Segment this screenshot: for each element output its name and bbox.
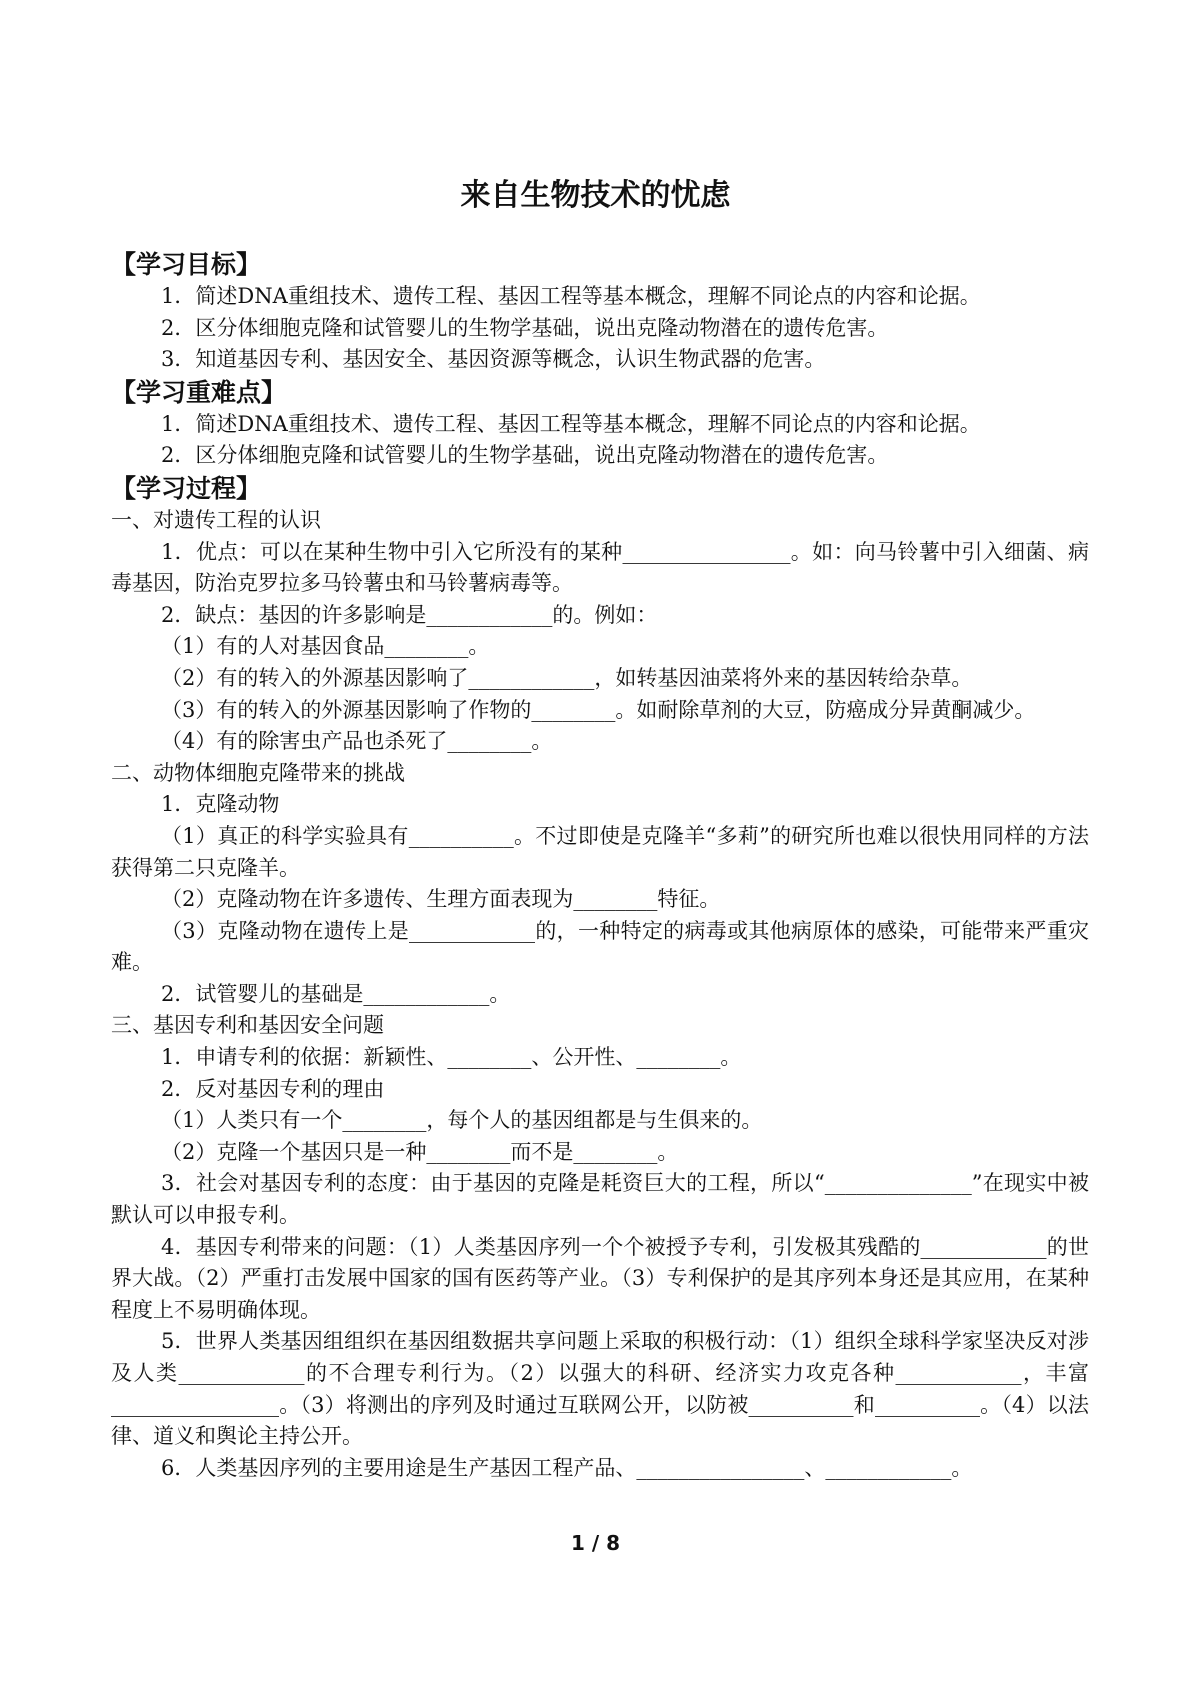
question-item: （4）有的除害虫产品也杀死了________。 (161, 729, 553, 754)
heading-objectives: 【学习目标】 (111, 250, 262, 279)
section-title: 二、动物体细胞克隆带来的挑战 (111, 760, 405, 785)
question-item: （2）克隆一个基因只是一种________而不是________。 (161, 1139, 679, 1164)
question-item: （3）克隆动物在遗传上是____________的，一种特定的病毒或其他病原体的感染，可能带来严重灾难。 (111, 918, 1089, 975)
question-item: 3．社会对基因专利的态度：由于基因的克隆是耗资巨大的工程，所以“______________”在现实中被默认可以申报专利。 (111, 1171, 1089, 1228)
question-item: 2．缺点：基因的许多影响是____________的。例如： (161, 602, 658, 627)
heading-process: 【学习过程】 (111, 473, 262, 503)
objective-item: 3．知道基因专利、基因安全、基因资源等概念，认识生物武器的危害。 (161, 347, 826, 372)
objective-item: 2．区分体细胞克隆和试管婴儿的生物学基础，说出克隆动物潜在的遗传危害。 (161, 315, 889, 340)
key-point-item: 2．区分体细胞克隆和试管婴儿的生物学基础，说出克隆动物潜在的遗传危害。 (161, 443, 889, 468)
question-item: （3）有的转入的外源基因影响了作物的________。如耐除草剂的大豆，防癌成分异黄酮减少。 (161, 697, 1036, 722)
question-item: 1．克隆动物 (161, 792, 280, 817)
question-item: 6．人类基因序列的主要用途是生产基因工程产品、________________、____________。 (161, 1455, 973, 1480)
question-item: 2．反对基因专利的理由 (161, 1076, 385, 1101)
question-item: 5．世界人类基因组组织在基因组数据共享问题上采取的积极行动：（1）组织全球科学家坚决反对涉及人类____________的不合理专利行为。（2）以强大的科研、经济实力攻克各种____________，丰富________________。（3）将测出的序列及时通过互联网公开，以防被__________和__________。（4）以法律、道义和舆论主持公开。 (111, 1329, 1089, 1449)
heading-key-points: 【学习重难点】 (111, 377, 287, 407)
question-item: （2）克隆动物在许多遗传、生理方面表现为________特征。 (161, 887, 721, 912)
question-item: 4．基因专利带来的问题：（1）人类基因序列一个个被授予专利，引发极其残酷的____________的世界大战。（2）严重打击发展中国家的国有医药等产业。（3）专利保护的是其序列本身还是其应用，在某种程度上不易明确体现。 (111, 1234, 1089, 1322)
question-item: 1．申请专利的依据：新颖性、________、公开性、________。 (161, 1045, 742, 1070)
question-item: 2．试管婴儿的基础是____________。 (161, 981, 511, 1006)
question-item: （1）真正的科学实验具有__________。不过即使是克隆羊“多莉”的研究所也难以很快用同样的方法获得第二只克隆羊。 (111, 823, 1089, 880)
question-item: （1）有的人对基因食品________。 (161, 634, 490, 659)
question-item: 1．优点：可以在某种生物中引入它所没有的某种________________。如：向马铃薯中引入细菌、病毒基因，防治克罗拉多马铃薯虫和马铃薯病毒等。 (111, 539, 1089, 596)
objective-item: 1．简述DNA重组技术、遗传工程、基因工程等基本概念，理解不同论点的内容和论据。 (161, 284, 981, 308)
document-body (111, 248, 1089, 1484)
question-item: （2）有的转入的外源基因影响了____________，如转基因油菜将外来的基因转给杂草。 (161, 665, 973, 690)
section-title: 三、基因专利和基因安全问题 (111, 1013, 384, 1038)
page-title: 来自生物技术的忧虑 (460, 178, 731, 213)
question-item: （1）人类只有一个________，每个人的基因组都是与生俱来的。 (161, 1108, 763, 1133)
section-title: 一、对遗传工程的认识 (111, 507, 321, 532)
page-number: 1 / 8 (570, 1531, 621, 1555)
key-point-item: 1．简述DNA重组技术、遗传工程、基因工程等基本概念，理解不同论点的内容和论据。 (161, 411, 981, 436)
